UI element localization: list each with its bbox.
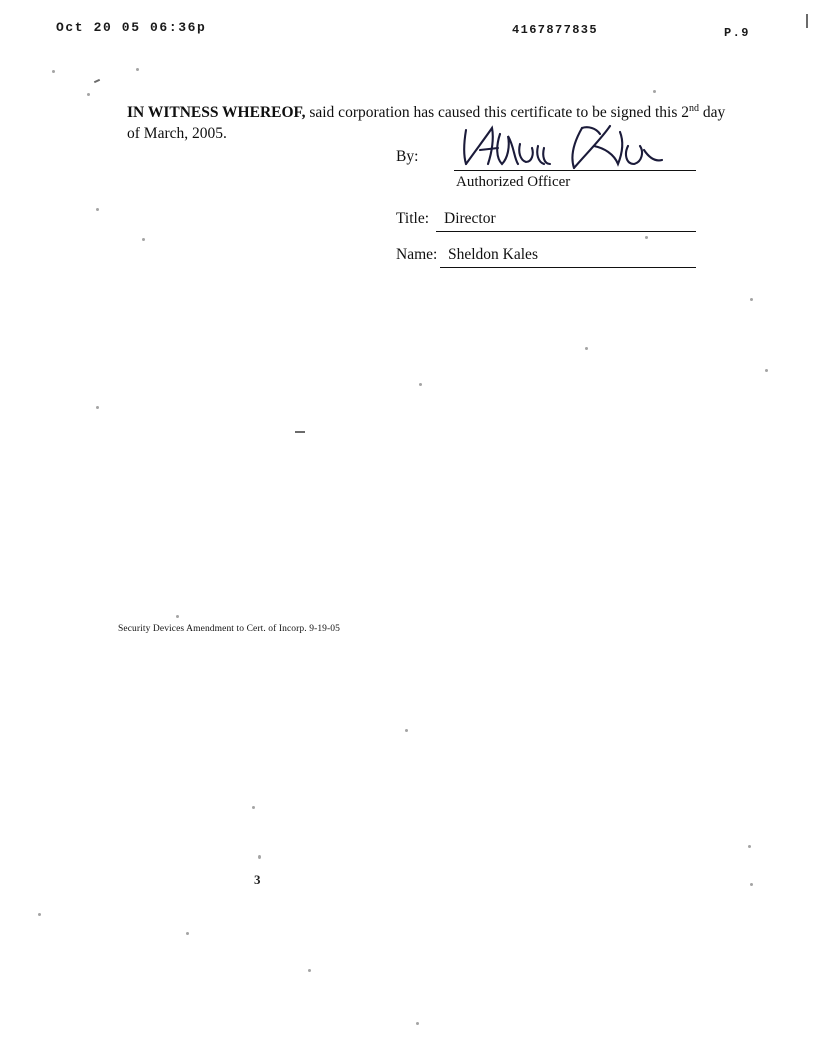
fax-header bbox=[0, 20, 816, 40]
scan-speck bbox=[38, 913, 41, 916]
scan-speck bbox=[87, 93, 90, 96]
scan-speck bbox=[136, 68, 139, 71]
name-value: Sheldon Kales bbox=[448, 246, 538, 263]
scan-speck bbox=[258, 855, 261, 859]
scan-speck bbox=[142, 238, 145, 241]
authorized-officer-caption: Authorized Officer bbox=[456, 174, 571, 190]
signature-name-row bbox=[396, 242, 696, 268]
title-label: Title: bbox=[396, 210, 430, 227]
scan-speck bbox=[748, 845, 751, 848]
scan-speck bbox=[94, 79, 100, 83]
scan-speck bbox=[645, 236, 648, 239]
fax-date: Oct 20 05 06:36p bbox=[56, 20, 207, 35]
fax-sender-number: 4167877835 bbox=[512, 23, 599, 37]
signature-block bbox=[396, 144, 696, 263]
witness-text-first: said corporation has caused this certificate to be signed this 2 bbox=[305, 104, 689, 122]
fax-page-number: P.9 bbox=[724, 26, 750, 40]
title-value: Director bbox=[444, 210, 496, 227]
scan-speck bbox=[750, 883, 753, 886]
scan-speck bbox=[52, 70, 55, 73]
signature-by-row bbox=[396, 144, 696, 190]
scan-speck bbox=[186, 932, 189, 935]
title-rule bbox=[436, 231, 696, 232]
witness-text-second: day of March, 2005. bbox=[127, 104, 726, 143]
scan-speck bbox=[252, 806, 255, 809]
signature-title-row bbox=[396, 206, 696, 232]
scan-edge-mark bbox=[806, 14, 808, 28]
scan-speck bbox=[96, 208, 99, 211]
scan-speck bbox=[653, 90, 656, 93]
scan-speck bbox=[416, 1022, 419, 1025]
name-rule bbox=[440, 267, 696, 268]
footer-note: Security Devices Amendment to Cert. of Incorp. 9-19-05 bbox=[118, 624, 340, 634]
scan-speck bbox=[96, 406, 99, 409]
scan-speck bbox=[585, 347, 588, 350]
scan-speck bbox=[750, 298, 753, 301]
name-label: Name: bbox=[396, 246, 438, 263]
scan-speck bbox=[405, 729, 408, 732]
by-signature-rule bbox=[454, 170, 696, 171]
witness-lead: IN WITNESS WHEREOF, bbox=[127, 104, 306, 122]
scan-speck bbox=[308, 969, 311, 972]
scan-speck bbox=[419, 383, 422, 386]
witness-paragraph bbox=[127, 98, 739, 144]
by-label: By: bbox=[396, 148, 419, 165]
page-mark: 3 bbox=[254, 872, 261, 887]
witness-ordinal-suffix: nd bbox=[688, 103, 699, 114]
scan-speck bbox=[176, 615, 179, 618]
scan-speck bbox=[765, 369, 768, 372]
scan-speck bbox=[295, 431, 305, 433]
